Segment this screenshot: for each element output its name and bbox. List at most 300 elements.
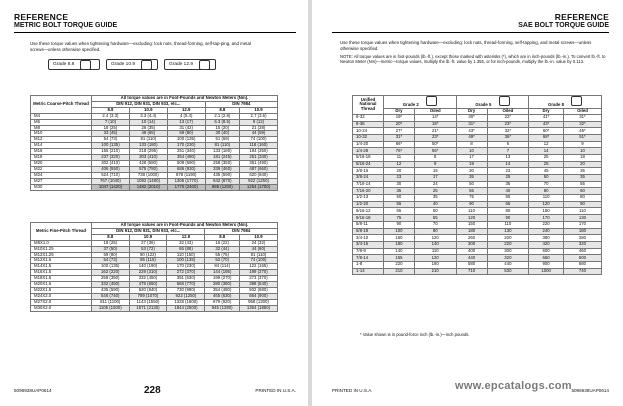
right-header-title: REFERENCE	[554, 12, 609, 22]
torque-value-cell: 48 (65)	[129, 131, 167, 137]
torque-value-cell: 220	[529, 221, 564, 228]
right-header-subtitle: SAE BOLT TORQUE GUIDE	[518, 22, 609, 29]
thread-size-cell: 7/16-14	[353, 181, 384, 188]
torque-value-cell: 679 (920)	[205, 299, 240, 305]
torque-value-cell: 303 (410)	[129, 155, 167, 161]
torque-value-cell: 435 (590)	[92, 287, 130, 293]
thread-size-cell: M30X2.0	[31, 305, 92, 311]
torque-value-cell: 9	[563, 141, 601, 148]
thread-size-cell: M20X1.5	[31, 282, 92, 288]
grade-box	[106, 59, 158, 70]
page-number: 228	[144, 385, 161, 396]
torque-value-cell: 945 (1280)	[205, 305, 240, 311]
torque-value-cell: 380	[529, 235, 564, 242]
torque-value-cell: 130	[487, 228, 529, 235]
torque-value-cell: 90 (122)	[129, 252, 167, 258]
grade-col: 10.9	[240, 107, 278, 113]
table-row	[353, 235, 602, 242]
torque-value-cell: 660	[529, 255, 564, 262]
torque-value-cell: 922 (1250)	[240, 178, 278, 184]
torque-value-cell: 55	[414, 215, 456, 222]
torque-value-cell: 680	[563, 261, 601, 268]
thread-size-cell: M24	[31, 172, 92, 178]
torque-value-cell: 320	[487, 255, 529, 262]
torque-value-cell: 52 (70)	[205, 258, 240, 264]
torque-value-cell: 80	[563, 195, 601, 202]
torque-value-cell: 50	[456, 181, 487, 188]
torque-value-cell: 220	[487, 241, 529, 248]
torque-value-cell: 7	[487, 148, 529, 155]
torque-value-cell: 339 (460)	[205, 166, 239, 172]
torque-value-cell: 100 (135)	[92, 264, 130, 270]
metric-coarse-table	[30, 95, 278, 191]
torque-value-cell: 2.7 (3.6)	[240, 113, 278, 119]
torque-value-cell: 85 (115)	[129, 258, 167, 264]
thread-size-cell: M16X1.5	[31, 270, 92, 276]
right-note: NOTE: All torque values are in foot-pounds (lb.-ft.), except those marked with asterisks (*), which are in inch-pounds (lb.-in.). To convert lb.-ft. to Newton Meter (Nm)—metric—torque values, multiply the lb.-ft. value by 1.355, or for inch-pounds, multiply the lb.-in. value by 0.113.	[340, 54, 606, 65]
thread-size-cell: M4	[31, 113, 92, 119]
torque-value-cell: 43*	[529, 121, 564, 128]
grade-col: 8.8	[92, 234, 130, 240]
torque-value-cell: 13 (17)	[167, 119, 205, 125]
table-row	[353, 175, 602, 182]
grade-col: 10.9	[129, 234, 167, 240]
bolt-head-icon	[80, 60, 91, 70]
torque-value-cell: 500	[563, 255, 601, 262]
thread-size-cell: M22	[31, 166, 92, 172]
table-row	[353, 114, 602, 121]
torque-value-cell: 900	[529, 261, 564, 268]
dry-col: Dry	[384, 108, 415, 114]
grade-box	[48, 59, 100, 70]
torque-value-cell: 272 (370)	[167, 270, 205, 276]
torque-value-cell: 160	[414, 261, 456, 268]
torque-value-cell: 2.4 (3.3)	[92, 113, 130, 119]
fine-units-note: All torque values are in Foot-Pounds and Newton Meters (Nm).	[92, 223, 278, 229]
thread-size-cell: M27X2.0	[31, 299, 92, 305]
torque-value-cell: 391 (530)	[167, 276, 205, 282]
torque-value-cell: 110	[414, 248, 456, 255]
torque-value-cell: 1770 (2400)	[167, 184, 205, 190]
torque-value-cell: 90	[456, 201, 487, 208]
thread-size-cell: M22X1.5	[31, 287, 92, 293]
torque-value-cell: 54 (73)	[92, 137, 130, 143]
torque-value-cell: 32 (44)	[205, 246, 240, 252]
torque-value-cell: 55	[456, 188, 487, 195]
torque-value-cell: 200	[487, 235, 529, 242]
torque-value-cell: 220	[384, 261, 415, 268]
torque-value-cell: 110	[529, 195, 564, 202]
torque-value-cell: 428 (580)	[129, 160, 167, 166]
left-intro: Use these torque values when tightening hardware—excluding: lock nuts, thread-forming, self-tap-ping, and metal screws—unless otherwise specified.	[30, 41, 251, 52]
torque-value-cell: 76*	[384, 148, 415, 155]
torque-value-cell: 332 (450)	[92, 282, 130, 288]
torque-value-cell: 260	[456, 235, 487, 242]
torque-value-cell: 45*	[563, 128, 601, 135]
torque-value-cell: 229 (310)	[129, 270, 167, 276]
sae-grade-header	[456, 96, 529, 109]
grade-label: Grade 12.9	[169, 62, 194, 68]
oiled-col: Oiled	[563, 108, 601, 114]
thread-size-cell: 1/2-13	[353, 195, 384, 202]
torque-value-cell: 180	[456, 228, 487, 235]
din-b-header: DIN 7984	[205, 228, 278, 234]
thread-size-cell: M12X1.5	[31, 258, 92, 264]
table-row	[353, 148, 602, 155]
grade-col: 8.8	[205, 234, 240, 240]
metric-grade-boxes	[48, 59, 296, 70]
thread-size-cell: M8X1.0	[31, 240, 92, 246]
watermark: www.epcatalogs.com	[455, 380, 572, 392]
torque-value-cell: 258 (350)	[205, 160, 239, 166]
torque-value-cell: 66*	[384, 141, 415, 148]
din-a-header: DIN 912, DIN 931, DIN 933, etc...	[92, 228, 205, 234]
torque-value-cell: 10	[563, 148, 601, 155]
thread-size-cell: M14	[31, 143, 92, 149]
torque-value-cell: 32*	[487, 128, 529, 135]
torque-value-cell: 568 (770)	[167, 282, 205, 288]
torque-value-cell: 199 (270)	[205, 276, 240, 282]
torque-value-cell: 210	[384, 268, 415, 275]
torque-value-cell: 10 (14)	[129, 119, 167, 125]
thread-size-cell: M27	[31, 178, 92, 184]
torque-value-cell: 40	[487, 188, 529, 195]
torque-value-cell: 110	[487, 221, 529, 228]
din-b-header: DIN 7984	[205, 101, 277, 107]
torque-value-cell: 81 (110)	[239, 252, 277, 258]
torque-value-cell: 44 (60)	[239, 246, 277, 252]
torque-value-cell: 80	[529, 188, 564, 195]
metric-fine-table	[30, 222, 278, 312]
torque-value-cell: 74 (100)	[240, 137, 278, 143]
torque-value-cell: 300	[487, 248, 529, 255]
torque-value-cell: 240	[529, 228, 564, 235]
torque-value-cell: 730 (990)	[167, 287, 205, 293]
table-row	[353, 128, 602, 135]
torque-value-cell: 580	[456, 261, 487, 268]
torque-value-cell: 17	[414, 175, 456, 182]
thread-size-cell: M30	[31, 184, 92, 190]
torque-value-cell: 75	[384, 215, 415, 222]
torque-value-cell: 54 (73)	[92, 258, 130, 264]
grade-col: 12.9	[167, 107, 205, 113]
torque-value-cell: 664 (900)	[239, 293, 277, 299]
torque-value-cell: 686 (930)	[167, 166, 205, 172]
thread-size-cell: 10-32	[353, 134, 384, 141]
torque-value-cell: 1047 (1420)	[92, 184, 130, 190]
torque-value-cell: 8	[456, 141, 487, 148]
torque-value-cell: 479 (650)	[129, 282, 167, 288]
torque-value-cell: 21 (28)	[240, 125, 278, 131]
table-row	[353, 241, 602, 248]
grade-col: 8.8	[205, 107, 239, 113]
torque-value-cell: 51 (69)	[205, 137, 239, 143]
torque-value-cell: 9	[414, 161, 456, 168]
torque-value-cell: 23	[384, 175, 415, 182]
thread-size-cell: M6	[31, 119, 92, 125]
torque-value-cell: 435 (590)	[205, 172, 239, 178]
coarse-thread-header: Metric Coarse-Pitch Thread	[31, 96, 92, 114]
thread-size-cell: M16	[31, 149, 92, 155]
torque-value-cell: 120	[456, 215, 487, 222]
torque-value-cell: 12	[384, 161, 415, 168]
torque-value-cell: 50	[529, 175, 564, 182]
torque-value-cell: 51*	[563, 134, 601, 141]
sae-footnote: * Value shown is in pound-force inch (lb.-in.)—inch pounds.	[360, 332, 470, 337]
thread-size-cell: 8-36	[353, 121, 384, 128]
thread-size-cell: M14X1.5	[31, 264, 92, 270]
torque-value-cell: 18 (25)	[92, 240, 130, 246]
torque-value-cell: 155	[384, 255, 415, 262]
oiled-col: Oiled	[487, 108, 529, 114]
grade-col: 10.9	[239, 234, 277, 240]
grade-label: Grade 10.9	[111, 62, 136, 68]
torque-value-cell: 40	[414, 201, 456, 208]
torque-value-cell: 60*	[529, 128, 564, 135]
torque-value-cell: 25	[529, 161, 564, 168]
thread-size-cell: 1/4-28	[353, 148, 384, 155]
torque-value-cell: 122 (165)	[239, 264, 277, 270]
thread-size-cell: 7/16-20	[353, 188, 384, 195]
torque-value-cell: 23	[487, 168, 529, 175]
left-page	[0, 0, 308, 406]
din-a-header: DIN 912, DIN 931, DIN 933, etc...	[92, 101, 206, 107]
torque-value-cell: 273 (370)	[239, 276, 277, 282]
torque-value-cell: 56*	[414, 148, 456, 155]
torque-value-cell: 110 (150)	[167, 252, 205, 258]
torque-value-cell: 30	[384, 181, 415, 188]
torque-value-cell: 100	[384, 228, 415, 235]
table-row	[353, 154, 602, 161]
torque-value-cell: 35	[414, 195, 456, 202]
torque-value-cell: 20	[384, 168, 415, 175]
dry-col: Dry	[529, 108, 564, 114]
torque-value-cell: 27*	[384, 128, 415, 135]
torque-value-cell: 65	[384, 208, 415, 215]
dry-col: Dry	[456, 108, 487, 114]
torque-value-cell: 1482 (2010)	[129, 184, 167, 190]
torque-value-cell: 22*	[487, 114, 529, 121]
right-page	[312, 0, 623, 406]
sae-grade-header	[384, 96, 457, 109]
thread-size-cell: M10	[31, 131, 92, 137]
torque-value-cell: 110	[563, 208, 601, 215]
torque-value-cell: 90	[563, 201, 601, 208]
torque-value-cell: 6	[487, 141, 529, 148]
torque-value-cell: 184 (250)	[240, 149, 278, 155]
table-row	[353, 208, 602, 215]
torque-value-cell: 332 (450)	[129, 276, 167, 282]
thread-size-cell: 7/8-14	[353, 255, 384, 262]
torque-value-cell: 140	[414, 241, 456, 248]
torque-value-cell: 600	[529, 248, 564, 255]
torque-value-cell: 60	[563, 188, 601, 195]
torque-value-cell: 300	[456, 241, 487, 248]
torque-value-cell: 35	[563, 168, 601, 175]
torque-value-cell: 15*	[414, 121, 456, 128]
torque-value-cell: 35	[384, 188, 415, 195]
table-row	[353, 188, 602, 195]
torque-value-cell: 302 (410)	[92, 160, 130, 166]
torque-value-cell: 575 (780)	[129, 166, 167, 172]
torque-value-cell: 70	[529, 181, 564, 188]
torque-value-cell: 144 (195)	[205, 270, 240, 276]
torque-value-cell: 18 (25)	[92, 125, 130, 131]
torque-value-cell: 25	[487, 175, 529, 182]
torque-value-cell: 21*	[414, 128, 456, 135]
left-header-subtitle: METRIC BOLT TORQUE GUIDE	[14, 22, 118, 29]
left-footer-printed: PRINTED IN U.S.A.	[255, 388, 296, 393]
torque-value-cell: 9 (12)	[240, 119, 278, 125]
thread-size-cell: M24X2.0	[31, 293, 92, 299]
torque-value-cell: 4 (5.4)	[167, 113, 205, 119]
torque-value-cell: 280 (380)	[205, 282, 240, 288]
thread-size-cell: 9/16-12	[353, 208, 384, 215]
torque-value-cell: 440	[456, 255, 487, 262]
table-row	[353, 255, 602, 262]
torque-value-cell: 398 (540)	[239, 282, 277, 288]
torque-value-cell: 170	[529, 215, 564, 222]
torque-value-cell: 41*	[529, 114, 564, 121]
torque-value-cell: 767 (1040)	[92, 178, 130, 184]
torque-value-cell: 24 (32)	[239, 240, 277, 246]
sae-grade-label: Grade 5	[475, 102, 492, 107]
torque-value-cell: 1305 (1770)	[167, 178, 205, 184]
torque-value-cell: 55	[384, 201, 415, 208]
table-row	[353, 268, 602, 275]
right-footer-code: 5096938UAP0614	[571, 388, 609, 393]
torque-value-cell: 81 (110)	[205, 143, 239, 149]
torque-value-cell: 26 (35)	[129, 125, 167, 131]
torque-value-cell: 120	[529, 201, 564, 208]
torque-value-cell: 180	[384, 241, 415, 248]
torque-value-cell: 361 (490)	[240, 160, 278, 166]
torque-value-cell: 100 (135)	[167, 258, 205, 264]
torque-value-cell: 25	[414, 188, 456, 195]
fine-thread-header: Metric Fine-Pitch Thread	[31, 223, 92, 241]
torque-value-cell: 25	[529, 154, 564, 161]
torque-value-cell: 18	[563, 154, 601, 161]
right-footer-printed: PRINTED IN U.S.A.	[332, 388, 373, 393]
torque-value-cell: 530	[487, 268, 529, 275]
torque-value-cell: 80	[414, 228, 456, 235]
torque-value-cell: 789 (1070)	[129, 293, 167, 299]
torque-value-cell: 65 (88)	[167, 246, 205, 252]
torque-value-cell: 460	[563, 248, 601, 255]
torque-value-cell: 1092 (1480)	[129, 178, 167, 184]
torque-value-cell: 160	[384, 235, 415, 242]
torque-value-cell: 150	[529, 208, 564, 215]
grade-col: 12.9	[167, 234, 205, 240]
thread-size-cell: 8-32	[353, 114, 384, 121]
torque-value-cell: 49*	[456, 134, 487, 141]
torque-value-cell: 320	[563, 241, 601, 248]
thread-size-cell: 7/8-9	[353, 248, 384, 255]
left-header-title: REFERENCE	[14, 12, 69, 22]
sae-grade-label: Grade 8	[548, 102, 565, 107]
torque-value-cell: 90	[384, 221, 415, 228]
torque-value-cell: 400	[456, 248, 487, 255]
table-row	[31, 305, 278, 311]
bolt-head-icon	[141, 60, 152, 70]
torque-value-cell: 30 (40)	[205, 131, 239, 137]
thread-size-cell: 5/8-18	[353, 228, 384, 235]
torque-value-cell: 53 (72)	[129, 246, 167, 252]
torque-value-cell: 84 (114)	[205, 264, 240, 270]
torque-value-cell: 465 (630)	[205, 293, 240, 299]
table-row	[353, 168, 602, 175]
torque-value-cell: 620 (840)	[240, 172, 278, 178]
torque-value-cell: 170 (230)	[167, 143, 205, 149]
table-row	[353, 248, 602, 255]
torque-value-cell: 17	[456, 154, 487, 161]
torque-value-cell: 1106 (1500)	[92, 305, 130, 311]
torque-value-cell: 740	[563, 268, 601, 275]
torque-value-cell: 44 (59)	[240, 131, 278, 137]
torque-value-cell: 3.3 (4.4)	[129, 113, 167, 119]
torque-value-cell: 23*	[414, 134, 456, 141]
torque-value-cell: 45	[529, 168, 564, 175]
torque-value-cell: 59 (80)	[167, 131, 205, 137]
bolt-head-icon	[199, 60, 210, 70]
thread-size-cell: M8	[31, 125, 92, 131]
torque-value-cell: 120	[414, 235, 456, 242]
oiled-col: Oiled	[414, 108, 456, 114]
torque-value-cell: 24	[414, 181, 456, 188]
thread-size-cell: 5/16-24	[353, 161, 384, 168]
right-header	[332, 13, 609, 33]
thread-size-cell: M20	[31, 160, 92, 166]
torque-value-cell: 885 (1200)	[205, 184, 239, 190]
torque-value-cell: 55 (75)	[205, 252, 240, 258]
torque-value-cell: 710	[456, 268, 487, 275]
table-row	[31, 184, 278, 190]
bolt-head-icon	[499, 96, 510, 106]
torque-value-cell: 738 (1000)	[129, 172, 167, 178]
torque-value-cell: 2.1 (2.8)	[205, 113, 239, 119]
torque-value-cell: 36*	[487, 134, 529, 141]
sae-grade-label: Grade 2	[402, 102, 419, 107]
torque-value-cell: 43*	[456, 128, 487, 135]
torque-value-cell: 23*	[487, 121, 529, 128]
thread-size-cell: 3/8-16	[353, 168, 384, 175]
table-row	[353, 261, 602, 268]
bolt-head-icon	[571, 96, 582, 106]
torque-value-cell: 7 (10)	[92, 119, 130, 125]
thread-size-cell: 10-24	[353, 128, 384, 135]
torque-value-cell: 75	[456, 195, 487, 202]
torque-value-cell: 32 (43)	[167, 240, 205, 246]
torque-value-cell: 958 (1300)	[239, 299, 277, 305]
torque-value-cell: 180	[563, 228, 601, 235]
coarse-units-note: All torque values are in Foot-Pounds and Newton Meters (Nm).	[92, 96, 278, 102]
torque-value-cell: 35	[563, 175, 601, 182]
table-row	[353, 181, 602, 188]
bolt-head-icon	[426, 96, 437, 106]
table-row	[353, 215, 602, 222]
torque-value-cell: 15 (20)	[205, 125, 239, 131]
torque-value-cell: 502 (680)	[239, 287, 277, 293]
thread-size-cell: 5/8-11	[353, 221, 384, 228]
thread-size-cell: M10X1.25	[31, 246, 92, 252]
torque-value-cell: 280	[563, 235, 601, 242]
torque-value-cell: 74 (100)	[239, 258, 277, 264]
torque-value-cell: 130	[563, 215, 601, 222]
table-row	[353, 228, 602, 235]
torque-value-cell: 11	[384, 154, 415, 161]
torque-value-cell: 16 (22)	[205, 240, 240, 246]
thread-size-cell: 1/2-20	[353, 201, 384, 208]
